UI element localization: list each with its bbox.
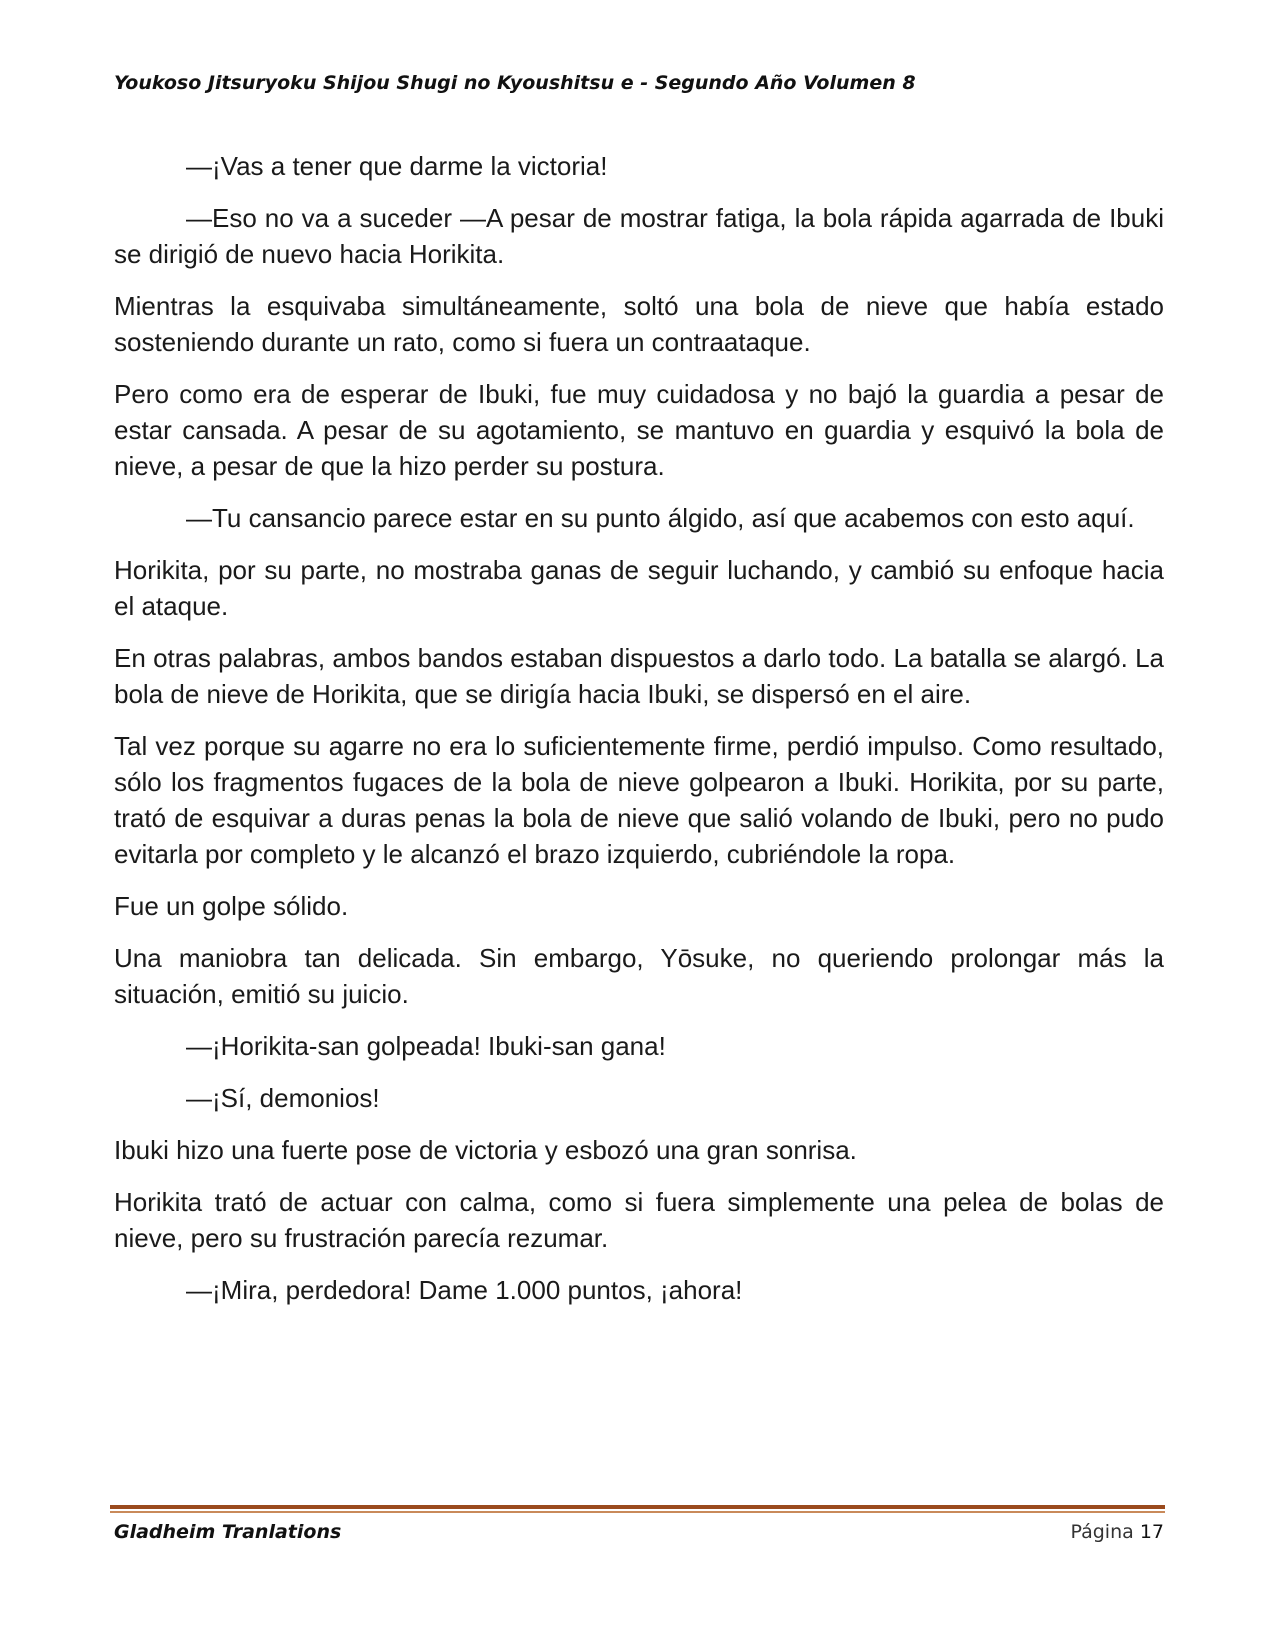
paragraph: Horikita, por su parte, no mostraba ganas de seguir luchando, y cambió su enfoque hacia el ataque. — [114, 555, 1164, 621]
body-text — [114, 148, 1164, 1324]
paragraph: Mientras la esquivaba simultáneamente, soltó una bola de nieve que había estado sosteniendo durante un rato, como si fuera un contraataque. — [114, 291, 1164, 357]
paragraph: Ibuki hizo una fuerte pose de victoria y esbozó una gran sonrisa. — [114, 1135, 857, 1165]
footer-divider — [110, 1505, 1165, 1513]
page-number — [1070, 1521, 1164, 1543]
paragraph: —¡Sí, demonios! — [186, 1083, 380, 1113]
paragraph: Una maniobra tan delicada. Sin embargo, Yōsuke, no queriendo prolongar más la situación, emitió su juicio. — [114, 943, 1164, 1009]
paragraph: Pero como era de esperar de Ibuki, fue muy cuidadosa y no bajó la guardia a pesar de estar cansada. A pesar de su agotamiento, se mantuvo en guardia y esquivó la bola de nieve, a pesar de que la hizo perder su postura. — [114, 379, 1164, 481]
page-number-value: 17 — [1139, 1521, 1164, 1543]
paragraph: —Tu cansancio parece estar en su punto álgido, así que acabemos con esto aquí. — [186, 503, 1135, 533]
paragraph: —¡Vas a tener que darme la victoria! — [186, 151, 608, 181]
paragraph: Tal vez porque su agarre no era lo suficientemente firme, perdió impulso. Como resultado, sólo los fragmentos fugaces de la bola de nieve golpearon a Ibuki. Horikita, por su parte, trató de esquivar a duras penas la bola de nieve que salió volando de Ibuki, pero no pudo evitarla por completo y le alcanzó el brazo izquierdo, cubriéndole la ropa. — [114, 731, 1164, 869]
page-label: Página — [1070, 1521, 1134, 1543]
paragraph: Horikita trató de actuar con calma, como si fuera simplemente una pelea de bolas de nieve, pero su frustración parecía rezumar. — [114, 1187, 1164, 1253]
paragraph: En otras palabras, ambos bandos estaban dispuestos a darlo todo. La batalla se alargó. La bola de nieve de Horikita, que se dirigía hacia Ibuki, se dispersó en el aire. — [114, 643, 1164, 709]
paragraph: —Eso no va a suceder —A pesar de mostrar fatiga, la bola rápida agarrada de Ibuki se dirigió de nuevo hacia Horikita. — [114, 203, 1164, 269]
footer-credit: Gladheim Tranlations — [114, 1521, 342, 1543]
paragraph: Fue un golpe sólido. — [114, 891, 349, 921]
paragraph: —¡Mira, perdedora! Dame 1.000 puntos, ¡ahora! — [186, 1275, 743, 1305]
paragraph: —¡Horikita-san golpeada! Ibuki-san gana! — [186, 1031, 666, 1061]
running-header: Youkoso Jitsuryoku Shijou Shugi no Kyoushitsu e - Segundo Año Volumen 8 — [114, 72, 916, 94]
